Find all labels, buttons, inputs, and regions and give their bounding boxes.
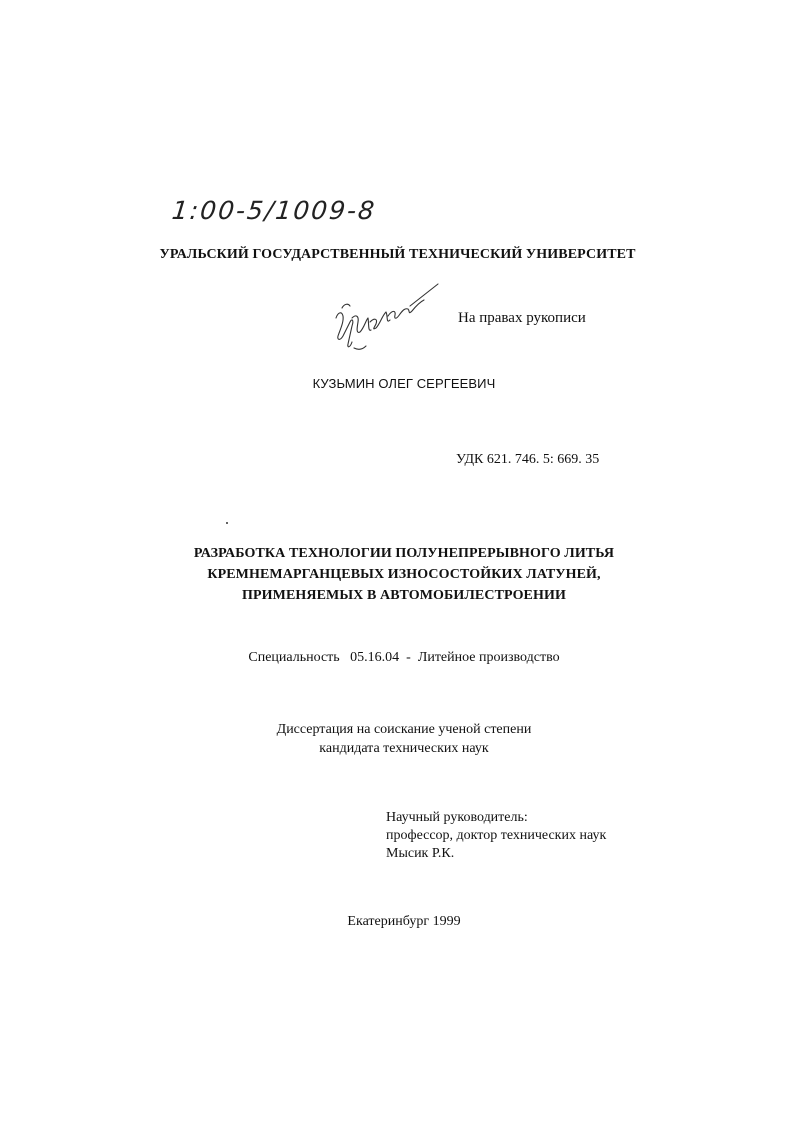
degree-line: кандидата технических наук <box>319 741 489 756</box>
handwritten-signature <box>328 278 446 360</box>
title-line: ПРИМЕНЯЕМЫХ В АВТОМОБИЛЕСТРОЕНИИ <box>242 588 566 603</box>
degree-statement <box>0 720 795 758</box>
supervisor-label: Научный руководитель: <box>386 810 528 825</box>
udk-code: УДК 621. 746. 5: 669. 35 <box>456 452 600 467</box>
rights-note: На правах рукописи <box>458 310 586 326</box>
author-name: КУЗЬМИН ОЛЕГ СЕРГЕЕВИЧ <box>312 376 496 391</box>
supervisor-block <box>386 809 606 863</box>
city-year: Екатеринбург 1999 <box>347 914 461 929</box>
degree-line: Диссертация на соискание ученой степени <box>276 722 532 737</box>
supervisor-name: Мысик Р.К. <box>386 846 455 861</box>
dissertation-title <box>0 543 795 606</box>
stray-dot <box>226 522 228 524</box>
archive-number: 1:00-5/1009-8 <box>170 196 378 225</box>
specialty-line: Специальность 05.16.04 - Литейное производство <box>248 650 560 665</box>
university-name: УРАЛЬСКИЙ ГОСУДАРСТВЕННЫЙ ТЕХНИЧЕСКИЙ УНИВЕРСИТЕТ <box>159 247 636 262</box>
title-line: КРЕМНЕМАРГАНЦЕВЫХ ИЗНОСОСТОЙКИХ ЛАТУНЕЙ, <box>207 567 601 582</box>
supervisor-title: профессор, доктор технических наук <box>386 828 607 843</box>
title-line: РАЗРАБОТКА ТЕХНОЛОГИИ ПОЛУНЕПРЕРЫВНОГО ЛИТЬЯ <box>193 546 615 561</box>
